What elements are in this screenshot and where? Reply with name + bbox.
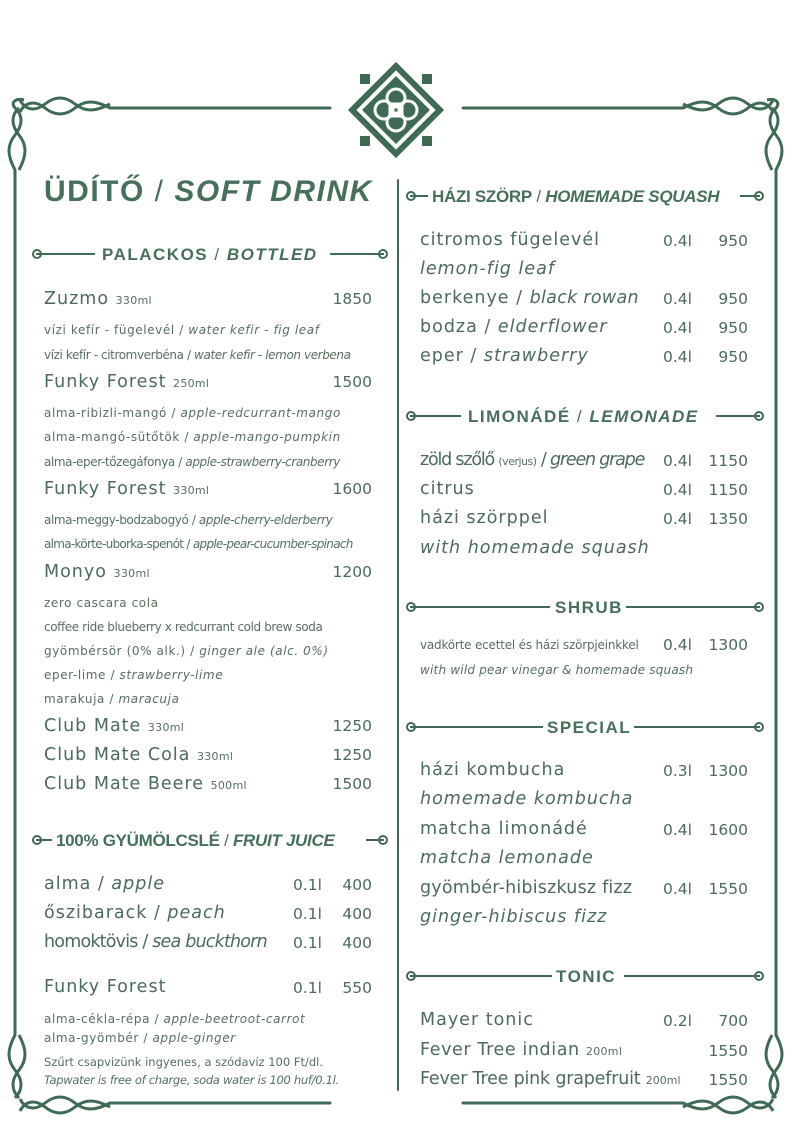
section-title-squash: HÁZI SZÖRP / HOMEMADE SQUASH	[432, 187, 720, 206]
section-title-bottled: PALACKOS / BOTTLED	[102, 245, 318, 264]
flavor-line: vízi kefír - fügelevél / water kefir - fig leaf	[44, 323, 320, 337]
volume: 0.1l	[293, 979, 322, 997]
menu-item-club-mate-beere: Club Mate Beere 500ml	[44, 774, 247, 794]
menu-item-apple-juice: alma / apple	[44, 874, 165, 894]
menu-item-lemon-fig-leaf: citromos fügelevél	[420, 230, 601, 250]
price: 950	[718, 290, 748, 308]
price: 1550	[708, 880, 748, 898]
price: 1150	[708, 481, 748, 499]
price-club-mate-cola: 1250	[332, 746, 372, 764]
item-translation: lemon-fig leaf	[420, 259, 555, 279]
volume: 0.3l	[663, 762, 692, 780]
price: 400	[342, 905, 372, 923]
price-club-mate-beere: 1500	[332, 775, 372, 793]
flavor-line: alma-gyömbér / apple-ginger	[44, 1031, 236, 1045]
flavor-line: gyömbérsör (0% alk.) / ginger ale (alc. 0%)	[44, 644, 329, 658]
section-title-special: SPECIAL	[547, 718, 632, 737]
price: 1300	[708, 762, 748, 780]
volume: 0.1l	[293, 905, 322, 923]
section-title-shrub: SHRUB	[555, 598, 623, 617]
item-translation: homemade kombucha	[420, 789, 634, 809]
volume: 0.1l	[293, 876, 322, 894]
section-title-juice: 100% GYÜMÖLCSLÉ / FRUIT JUICE	[56, 831, 335, 850]
price: 1600	[708, 821, 748, 839]
menu-item-club-mate-cola: Club Mate Cola 330ml	[44, 745, 234, 765]
price: 700	[718, 1012, 748, 1030]
flavor-line: alma-ribizli-mangó / apple-redcurrant-mango	[44, 406, 341, 420]
flavor-line: coffee ride blueberry x redcurrant cold brew soda	[44, 620, 323, 634]
volume: 0.1l	[293, 934, 322, 952]
menu-item-peach-juice: őszibarack / peach	[44, 903, 226, 923]
price: 950	[718, 232, 748, 250]
menu-item-fever-tree-pink-grapefruit: Fever Tree pink grapefruit 200ml	[420, 1069, 681, 1089]
menu-item-shrub: vadkörte ecettel és házi szörpjeinkkel	[420, 638, 639, 652]
volume: 0.4l	[663, 880, 692, 898]
menu-item-fever-tree-indian: Fever Tree indian 200ml	[420, 1040, 623, 1060]
menu-item-zuzmo: Zuzmo 330ml	[44, 289, 152, 309]
volume: 0.4l	[663, 348, 692, 366]
menu-item-strawberry: eper / strawberry	[420, 346, 589, 366]
price: 1550	[708, 1042, 748, 1060]
price: 950	[718, 348, 748, 366]
menu-item-kombucha: házi kombucha	[420, 760, 566, 780]
page-title: ÜDÍTŐ / SOFT DRINK	[44, 175, 373, 208]
flavor-line: vízi kefír - citromverbéna / water kefir - lemon verbena	[44, 348, 351, 362]
menu-item-elderflower: bodza / elderflower	[420, 317, 608, 337]
flavor-line: zero cascara cola	[44, 596, 159, 610]
price: 950	[718, 319, 748, 337]
flavor-line: eper-lime / strawberry-lime	[44, 668, 224, 682]
menu-item-citrus: citrus	[420, 479, 475, 499]
celtic-knot-emblem-icon	[348, 62, 444, 158]
menu-item-black-rowan: berkenye / black rowan	[420, 288, 639, 308]
volume: 0.4l	[663, 510, 692, 528]
volume: 0.4l	[663, 319, 692, 337]
menu-item-sea-buckthorn-juice: homoktövis / sea buckthorn	[44, 932, 267, 952]
item-translation: with homemade squash	[420, 538, 650, 558]
price: 1350	[708, 510, 748, 528]
menu-item-funky-forest-330: Funky Forest 330ml	[44, 479, 210, 499]
flavor-line: alma-körte-uborka-spenót / apple-pear-cucumber-spinach	[44, 537, 353, 551]
section-title-lemonade: LIMONÁDÉ / LEMONADE	[468, 407, 699, 426]
menu-item-monyo: Monyo 330ml	[44, 562, 150, 582]
flavor-line: alma-meggy-bodzabogyó / apple-cherry-elderberry	[44, 513, 333, 527]
menu-item-funky-forest-250: Funky Forest 250ml	[44, 372, 210, 392]
menu-item-funky-forest-juice: Funky Forest	[44, 977, 167, 997]
item-translation: ginger-hibiscus fizz	[420, 907, 608, 927]
price-monyo: 1200	[332, 563, 372, 581]
volume: 0.4l	[663, 290, 692, 308]
price: 1550	[708, 1071, 748, 1089]
price: 1300	[708, 636, 748, 654]
price-club-mate: 1250	[332, 717, 372, 735]
volume: 0.4l	[663, 232, 692, 250]
price: 400	[342, 934, 372, 952]
item-translation: matcha lemonade	[420, 848, 594, 868]
volume: 0.4l	[663, 452, 692, 470]
volume: 0.2l	[663, 1012, 692, 1030]
flavor-line: marakuja / maracuja	[44, 692, 180, 706]
price: 400	[342, 876, 372, 894]
menu-item-matcha-lemonade: matcha limonádé	[420, 819, 588, 839]
menu-item-green-grape: zöld szőlő (verjus) / green grape	[420, 450, 645, 470]
menu-item-ginger-hibiscus-fizz: gyömbér-hibiszkusz fizz	[420, 878, 633, 898]
menu-item-mayer-tonic: Mayer tonic	[420, 1010, 534, 1030]
price-zuzmo: 1850	[332, 290, 372, 308]
volume: 0.4l	[663, 481, 692, 499]
water-note-en: Tapwater is free of charge, soda water is 100 huf/0.1l.	[44, 1073, 339, 1087]
item-translation: with wild pear vinegar & homemade squash	[420, 663, 694, 677]
volume: 0.4l	[663, 821, 692, 839]
flavor-line: alma-cékla-répa / apple-beetroot-carrot	[44, 1012, 306, 1026]
price: 1150	[708, 452, 748, 470]
menu-item-homemade-squash-lemonade: házi szörppel	[420, 508, 549, 528]
volume: 0.4l	[663, 636, 692, 654]
price-funky-forest-330: 1600	[332, 480, 372, 498]
price-funky-forest-250: 1500	[332, 373, 372, 391]
menu-item-club-mate: Club Mate 330ml	[44, 716, 185, 736]
price: 550	[342, 979, 372, 997]
section-title-tonic: TONIC	[556, 967, 617, 986]
flavor-line: alma-eper-tőzegáfonya / apple-strawberry-cranberry	[44, 455, 340, 469]
water-note-hu: Szűrt csapvizünk ingyenes, a szódavíz 100 Ft/dl.	[44, 1055, 323, 1069]
flavor-line: alma-mangó-sütőtök / apple-mango-pumpkin	[44, 430, 341, 444]
